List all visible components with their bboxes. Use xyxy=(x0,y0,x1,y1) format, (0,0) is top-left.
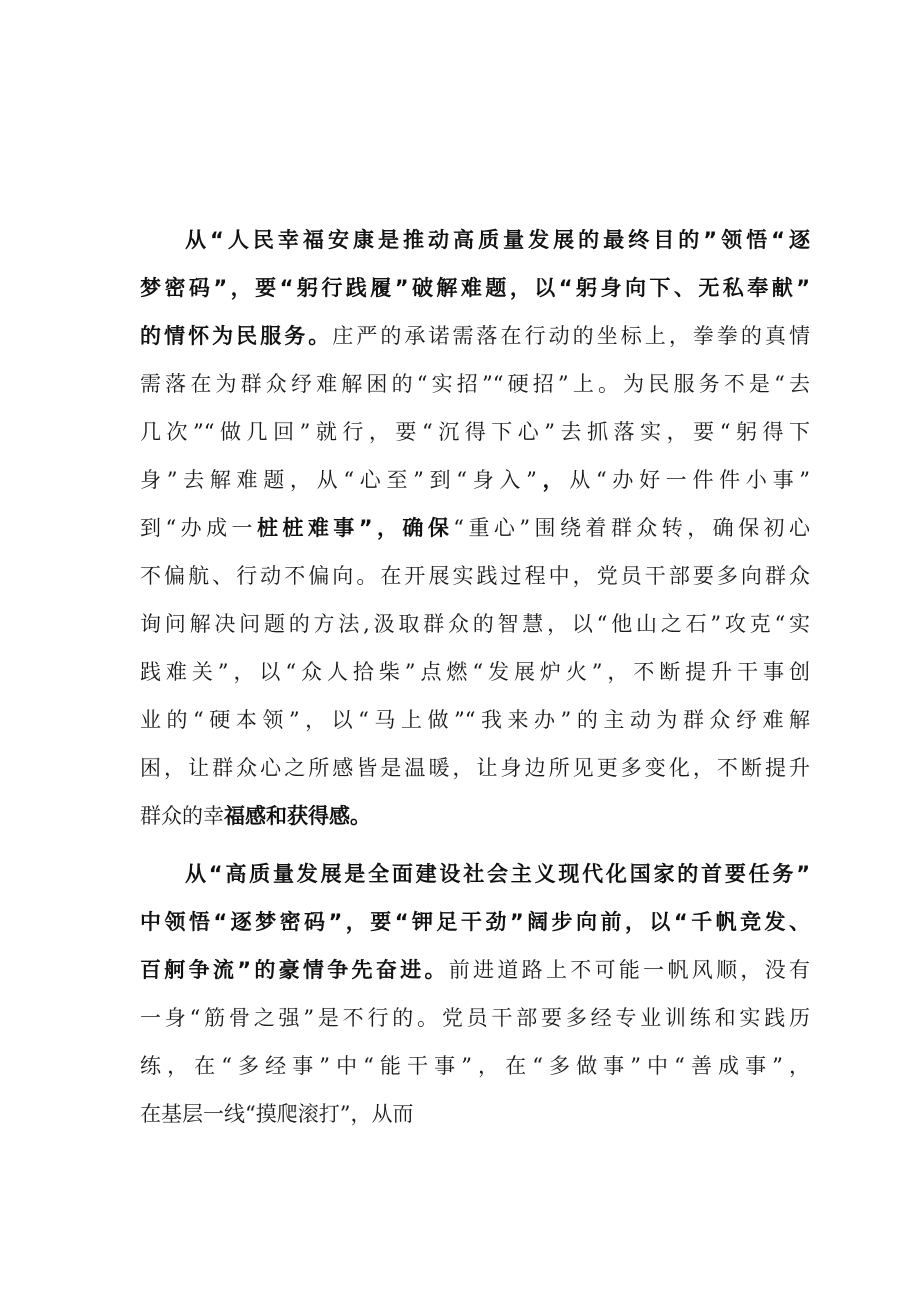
p1-line-1 xyxy=(185,218,810,262)
p2-line-6 xyxy=(140,1092,810,1136)
p1-line-7-part-a: 到“办成一 xyxy=(140,516,257,540)
p2-line-2-text: 中领悟“逐梦密码”，要“钾足干劲”阔步向前，以“千帆竞发、 xyxy=(140,910,810,934)
p1-line-6-part-a: 身”去解难题，从“心至”到“身入” xyxy=(140,468,537,492)
p2-line-1-text: 从“高质量发展是全面建设社会主义现代化国家的首要任务” xyxy=(185,862,810,886)
p1-line-3 xyxy=(140,314,810,358)
p1-line-8 xyxy=(140,554,810,598)
p2-line-3 xyxy=(140,948,810,992)
p1-line-12-text: 困，让群众心之所感皆是温暖，让身边所见更多变化，不断提升 xyxy=(140,756,810,780)
p1-line-6 xyxy=(140,458,810,502)
p1-line-4-text: 需落在为群众纾难解困的“实招”“硬招”上。为民服务不是“去 xyxy=(140,372,810,396)
p1-line-7-part-c: “重心”围绕着群众转，确保初心 xyxy=(453,516,810,540)
p2-line-6-text: 在基层一线“摸爬滚打”，从而 xyxy=(140,1102,414,1126)
p1-line-4 xyxy=(140,362,810,406)
p1-line-13-part-b: 福感和获得感。 xyxy=(224,804,371,828)
p1-line-7 xyxy=(140,506,810,550)
p2-line-3-bold: 百舸争流”的豪情争先奋进。 xyxy=(140,958,449,982)
p1-line-1-text: 从“人民幸福安康是推动高质量发展的最终目的”领悟“逐 xyxy=(185,228,810,252)
p2-line-5-text: 练，在“多经事”中“能干事”，在“多做事”中“善成事”， xyxy=(140,1054,810,1078)
p2-line-5 xyxy=(140,1044,810,1088)
p1-line-13-part-a: 群众的幸 xyxy=(140,804,224,828)
p1-line-13 xyxy=(140,794,810,838)
p1-line-2 xyxy=(140,266,810,310)
p1-line-3-rest: 庄严的承诺需落在行动的坐标上，拳拳的真情 xyxy=(332,324,810,348)
p1-line-9-text: 询问解决问题的方法,汲取群众的智慧，以“他山之石”攻克“实 xyxy=(140,612,810,636)
p1-line-10 xyxy=(140,650,810,694)
p1-line-9 xyxy=(140,602,810,646)
p1-line-11-text: 业的“硬本领”，以“马上做”“我来办”的主动为群众纾难解 xyxy=(140,708,810,732)
p2-line-3-rest: 前进道路上不可能一帆风顺，没有 xyxy=(448,958,810,982)
p1-line-10-text: 践难关”，以“众人拾柴”点燃“发展炉火”，不断提升干事创 xyxy=(140,660,810,684)
p1-line-8-text: 不偏航、行动不偏向。在开展实践过程中，党员干部要多向群众 xyxy=(140,564,810,588)
p1-line-6-part-c: 从“办好一件件小事” xyxy=(569,468,810,492)
p1-line-2-text: 梦密码”，要“躬行践履”破解难题，以“躬身向下、无私奉献” xyxy=(140,276,810,300)
p1-line-6-part-b: ， xyxy=(536,468,570,492)
p1-line-7-part-b: 桩桩难事”，确保 xyxy=(256,516,454,540)
p1-line-12 xyxy=(140,746,810,790)
p2-line-2 xyxy=(140,900,810,944)
p1-line-5-text: 几次”“做几回”就行，要“沉得下心”去抓落实，要“躬得下 xyxy=(140,420,810,444)
p2-line-1 xyxy=(185,852,810,896)
p2-line-4-text: 一身“筋骨之强”是不行的。党员干部要多经专业训练和实践历 xyxy=(140,1006,810,1030)
p1-line-5 xyxy=(140,410,810,454)
p1-line-3-bold: 的情怀为民服务。 xyxy=(140,324,333,348)
p2-line-4 xyxy=(140,996,810,1040)
p1-line-11 xyxy=(140,698,810,742)
